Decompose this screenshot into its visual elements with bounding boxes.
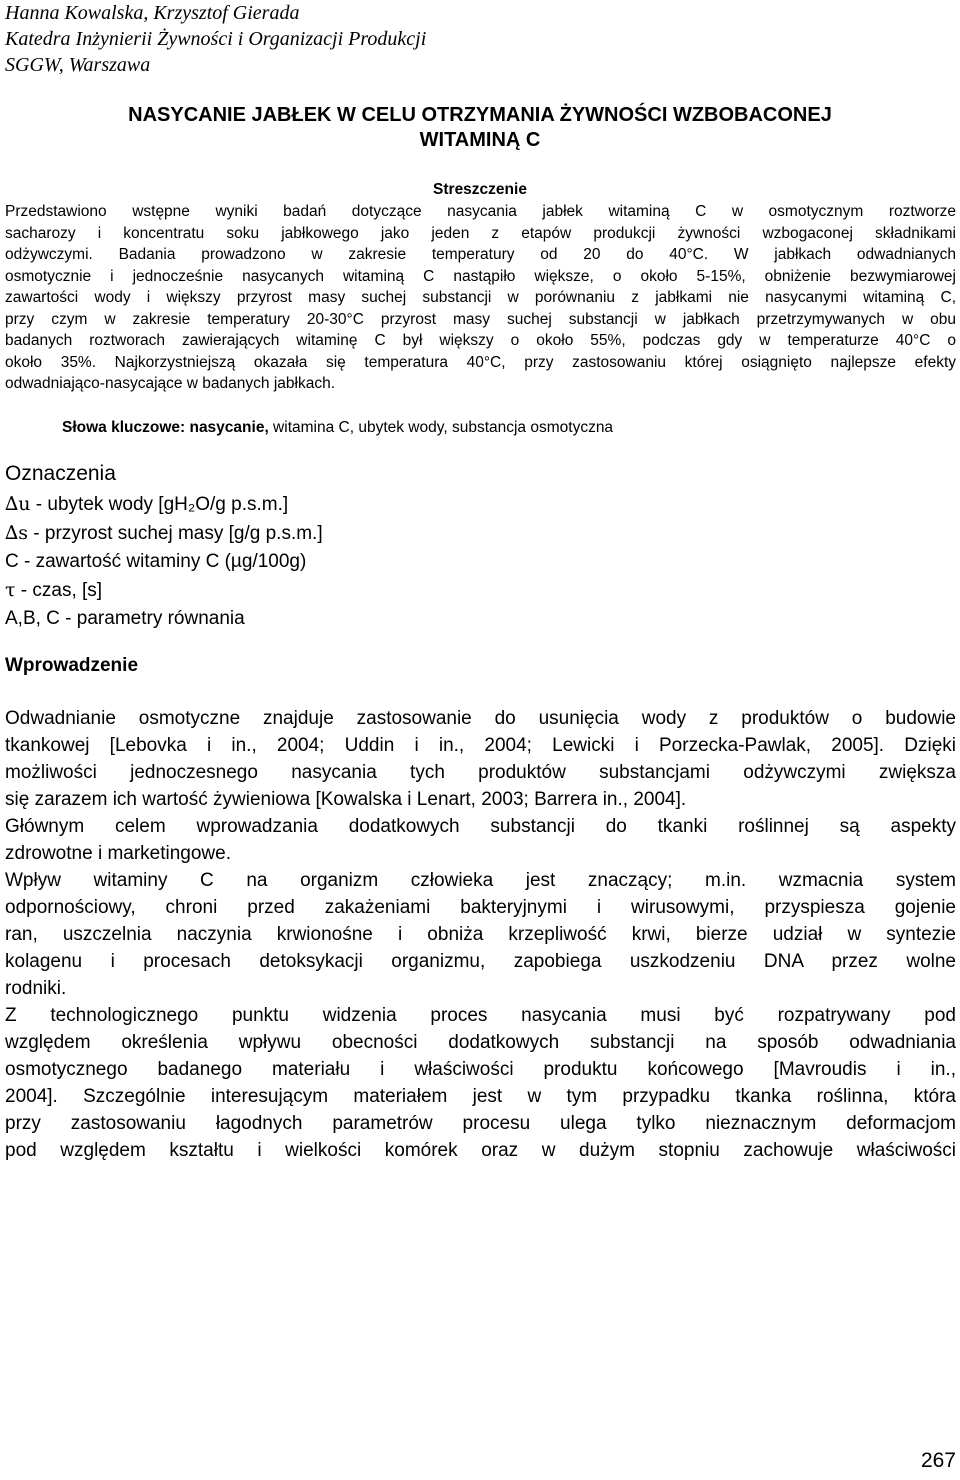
body-line: się zarazem ich wartość żywieniowa [Kowalska i Lenart, 2003; Barrera in., 2004]. <box>5 789 687 810</box>
abstract-line: osmotycznie i jednocześnie nasycanych witaminą C nastąpiło większe, o około 5-15%, obniżenie bezwymiarowej <box>5 267 956 285</box>
body-line: osmotycznego badanego materiału i właściwości produktu końcowego [Mavroudis i in., <box>5 1059 956 1080</box>
abstract-line: odżywczymi. Badania prowadzono w zakresie temperatury od 20 do 40°C. W jabłkach odwadnianych <box>5 246 956 263</box>
abstract-line: Przedstawiono wstępne wyniki badań dotyczące nasycania jabłek witaminą C w osmotycznym roztworze <box>5 203 956 220</box>
institution-line: SGGW, Warszawa <box>5 54 151 76</box>
abstract-line: badanych roztworach zawierających witaminę C był większy o około 55%, podczas gdy w temperaturze 40°C o <box>5 332 956 349</box>
title-line-2: WITAMINĄ C <box>419 129 541 151</box>
notation-text: - czas, [s] <box>15 580 103 601</box>
notation-symbol: ∆u <box>5 493 31 515</box>
keywords <box>62 418 613 438</box>
keywords-label: Słowa kluczowe: nasycanie, <box>62 419 269 436</box>
abstract-line: około 35%. Najkorzystniejszą okazała się temperatura 40°C, przy zastosowaniu której osiągnięto najlepsze efekty <box>5 353 956 371</box>
authors-line: Hanna Kowalska, Krzysztof Gierada <box>5 2 300 24</box>
body-line: Odwadnianie osmotyczne znajduje zastosowanie do usunięcia wody z produktów o budowie <box>5 708 956 729</box>
body-line: Z technologicznego punktu widzenia proces nasycania musi być rozpatrywany pod <box>5 1005 956 1026</box>
notation-text: - przyrost suchej masy [g/g p.s.m.] <box>28 523 323 544</box>
page-number: 267 <box>920 1449 956 1472</box>
body-line: tkankowej [Lebovka i in., 2004; Uddin i in., 2004; Lewicki i Porzecka-Pawlak, 2005]. Dzięki <box>5 735 956 756</box>
notation-symbol: ∆s <box>5 522 29 544</box>
notation-symbol: τ <box>5 579 16 601</box>
body-line: pod względem kształtu i wielkości komórek oraz w dużym stopniu zachowuje właściwości <box>5 1140 956 1161</box>
body-line: względem określenia wpływu obecności dodatkowych substancji na sposób odwadniania <box>5 1032 956 1053</box>
body-line: kolagenu i procesach detoksykacji organizmu, zapobiega uszkodzeniu DNA przez wolne <box>5 951 956 972</box>
notation-text: C - zawartość witaminy C (µg/100g) <box>5 551 307 572</box>
notation-text: A,B, C - parametry równania <box>5 608 245 629</box>
body-line: przy zastosowaniu łagodnych parametrów procesu ulega tylko nieznacznym deformacjom <box>5 1113 956 1134</box>
body-line: rodniki. <box>5 978 67 999</box>
abstract-line: sacharozy i koncentratu soku jabłkowego jako jeden z etapów produkcji żywności wzbogaconej składnikami <box>5 224 956 242</box>
abstract-line: przy czym w zakresie temperatury 20-30°C przyrost masy suchej substancji w jabłkach przetrzymywanych w obu <box>5 310 956 328</box>
notation-row <box>5 548 323 576</box>
title-line-1: NASYCANIE JABŁEK W CELU OTRZYMANIA ŻYWNOŚCI WZBOBACONEJ <box>128 104 832 126</box>
body-line: Głównym celem wprowadzania dodatkowych substancji do tkanki roślinnej są aspekty <box>5 816 956 837</box>
introduction-text <box>5 705 956 1164</box>
notation-row <box>5 576 323 605</box>
body-line: Wpływ witaminy C na organizm człowieka jest znaczący; m.in. wzmacnia system <box>5 870 956 891</box>
body-line: zdrowotne i marketingowe. <box>5 843 231 864</box>
notation-list <box>5 490 323 633</box>
notation-row <box>5 605 323 633</box>
keywords-text: witamina C, ubytek wody, substancja osmotyczna <box>268 419 614 436</box>
abstract-text <box>5 201 956 395</box>
notation-row <box>5 490 323 519</box>
body-line: możliwości jednoczesnego nasycania tych produktów substancjami odżywczymi zwiększa <box>5 762 956 783</box>
abstract-line: zawartości wody i większy przyrost masy suchej substancji w porównaniu z jabłkami nie nasycanymi witaminą C, <box>5 289 956 306</box>
abstract-line: odwadniająco-nasycające w badanych jabłkach. <box>5 375 336 392</box>
notation-row <box>5 519 323 548</box>
author-block <box>5 0 426 78</box>
body-line: ran, uszczelnia naczynia krwionośne i obniża krzepliwość krwi, bierze udział w syntezie <box>5 924 956 945</box>
notation-text: - ubytek wody [gH₂O/g p.s.m.] <box>30 494 289 515</box>
introduction-heading: Wprowadzenie <box>5 655 139 676</box>
department-line: Katedra Inżynierii Żywności i Organizacji Produkcji <box>5 28 427 50</box>
paper-title <box>0 103 960 153</box>
body-line: odpornościowy, chroni przed zakażeniami bakteryjnymi i wirusowymi, przyspiesza gojenie <box>5 897 956 918</box>
abstract-heading: Streszczenie <box>433 181 527 198</box>
body-line: 2004]. Szczególnie interesującym materiałem jest w tym przypadku tkanka roślinna, która <box>5 1086 956 1107</box>
notation-heading: Oznaczenia <box>5 462 116 485</box>
